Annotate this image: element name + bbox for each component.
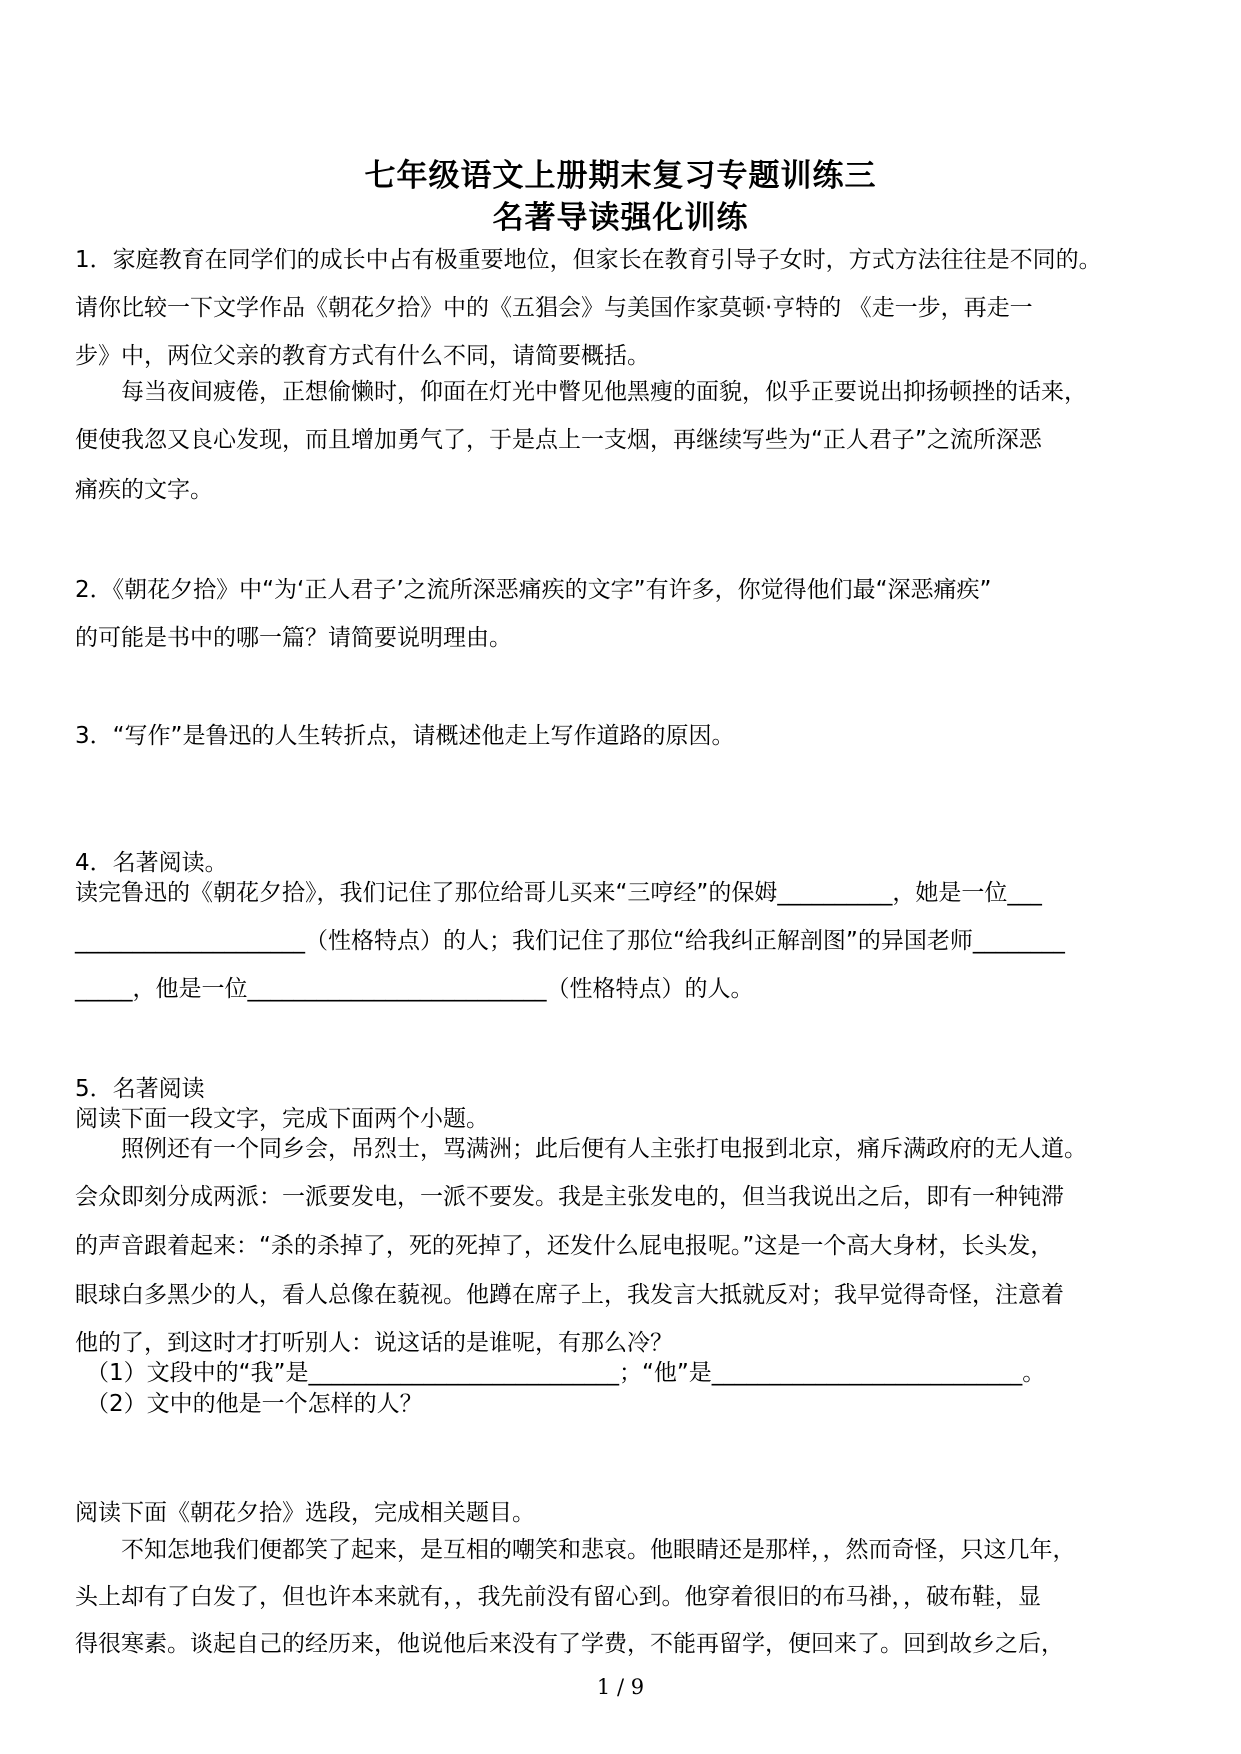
q6-intro: 阅读下面《朝花夕拾》选段，完成相关题目。 [75, 1500, 535, 1526]
q5-subquestion-2: （2）文中的他是一个怎样的人？ [86, 1391, 423, 1417]
q6-passage-line-1: 不知怎地我们便都笑了起来，是互相的嘲笑和悲哀。他眼睛还是那样，，然而奇怪，只这几年， [121, 1537, 1076, 1563]
q2-line-1: 2．《朝花夕拾》中“为‘正人君子’之流所深恶痛疾的文字”有许多，你觉得他们最“深恶痛疾” [75, 577, 992, 603]
q6-passage-line-3: 得很寒素。谈起自己的经历来，他说他后来没有了学费，不能再留学，便回来了。回到故乡之后， [75, 1631, 1064, 1657]
q4-heading: 4．名著阅读。 [75, 850, 228, 876]
q5-passage-line-1: 照例还有一个同乡会，吊烈士，骂满洲；此后便有人主张打电报到北京，痛斥满政府的无人道。 [121, 1136, 1087, 1162]
q2-line-2: 的可能是书中的哪一篇？请简要说明理由。 [75, 625, 512, 651]
q1-line-3: 步》中，两位父亲的教育方式有什么不同，请简要概括。 [75, 343, 650, 369]
q4-line-2: ____________________（性格特点）的人；我们记住了那位“给我纠正解剖图”的异国老师________ [75, 928, 1065, 954]
q1-passage-line-3: 痛疾的文字。 [75, 477, 213, 503]
q4-line-3: _____，他是一位__________________________（性格特点）的人。 [75, 976, 754, 1002]
q5-passage-line-3: 的声音跟着起来：“杀的杀掉了，死的死掉了，还发什么屁电报呢。”这是一个高大身材，长头发， [75, 1233, 1054, 1259]
q5-passage-line-5: 他的了，到这时才打听别人：说这话的是谁呢，有那么冷？ [75, 1330, 673, 1356]
q1-passage-line-1: 每当夜间疲倦，正想偷懒时，仰面在灯光中瞥见他黑瘦的面貌，似乎正要说出抑扬顿挫的话来， [121, 379, 1087, 405]
q3-line-1: 3．“写作”是鲁迅的人生转折点，请概述他走上写作道路的原因。 [75, 723, 735, 749]
document-subtitle: 名著导读强化训练 [492, 200, 749, 236]
q4-line-1: 读完鲁迅的《朝花夕拾》，我们记住了那位给哥儿买来“三哼经”的保姆__________，她是一位___ [75, 880, 1042, 906]
q5-heading: 5．名著阅读 [75, 1076, 205, 1102]
q5-intro: 阅读下面一段文字，完成下面两个小题。 [75, 1106, 489, 1132]
q6-passage-line-2: 头上却有了白发了，但也许本来就有，，我先前没有留心到。他穿着很旧的布马褂，，破布鞋，显 [75, 1584, 1041, 1610]
page-number: 1 / 9 [596, 1675, 645, 1699]
q1-line-1: 1．家庭教育在同学们的成长中占有极重要地位，但家长在教育引导子女时，方式方法往往是不同的。 [75, 247, 1102, 273]
q5-passage-line-4: 眼球白多黑少的人，看人总像在藐视。他蹲在席子上，我发言大抵就反对；我早觉得奇怪，注意着 [75, 1282, 1064, 1308]
q5-passage-line-2: 会众即刻分成两派：一派要发电，一派不要发。我是主张发电的，但当我说出之后，即有一种钝滞 [75, 1184, 1064, 1210]
q1-passage-line-2: 便使我忽又良心发现，而且增加勇气了，于是点上一支烟，再继续写些为“正人君子”之流所深恶 [75, 427, 1042, 453]
q1-line-2: 请你比较一下文学作品《朝花夕拾》中的《五猖会》与美国作家莫顿·亨特的 《走一步，再走一 [75, 295, 1033, 321]
document-title: 七年级语文上册期末复习专题训练三 [364, 158, 877, 194]
q5-subquestion-1: （1）文段中的“我”是___________________________；“他”是___________________________。 [86, 1360, 1046, 1386]
